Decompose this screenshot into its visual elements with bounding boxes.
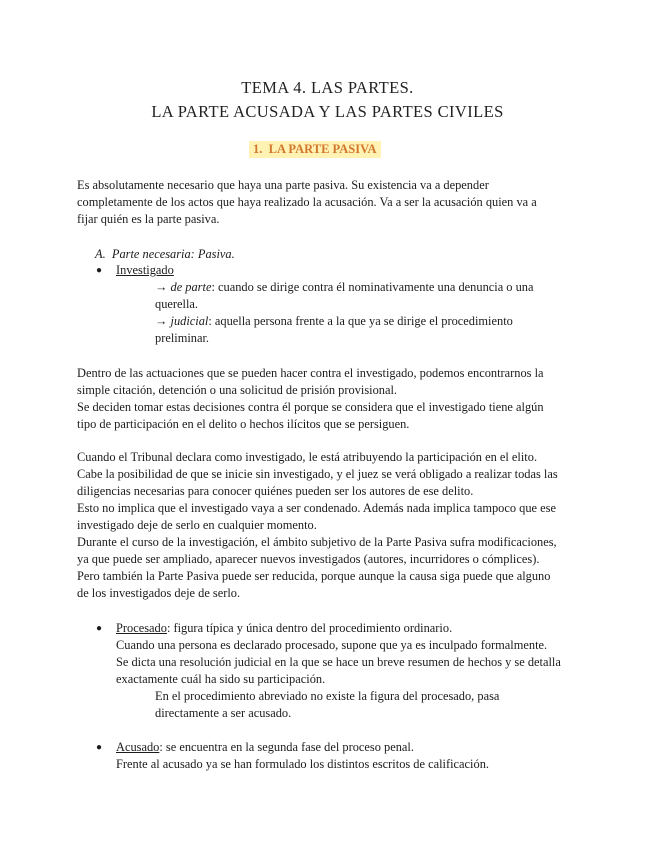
de-parte-term: de parte (170, 280, 212, 294)
judicial-text: : aquella persona frente a la que ya se dirige el procedimiento (208, 314, 513, 328)
paragraph-line: tipo de participación en el delito o hechos ilícitos que se persiguen. (77, 417, 410, 431)
procesado-line (116, 620, 452, 636)
bullet-icon: ● (96, 623, 103, 634)
intro-line: Es absolutamente necesario que haya una parte pasiva. Su existencia va a depender (77, 178, 489, 192)
arrow-right-icon: → (155, 314, 168, 328)
acusado-label: Acusado (116, 740, 160, 754)
bullet-icon: ● (96, 742, 103, 753)
paragraph-line: Cabe la posibilidad de que se inicie sin investigado, y el juez se verá obligado a realizar todas las (77, 467, 558, 481)
section-number: 1. (253, 142, 263, 156)
procesado-detail: exactamente cuál ha sido su participación. (116, 672, 326, 686)
paragraph-line: de los investigados deje de serlo. (77, 586, 241, 600)
section-label: LA PARTE PASIVA (268, 142, 377, 156)
paragraph-line: Se deciden tomar estas decisiones contra él porque se considera que el investigado tiene algún (77, 400, 544, 414)
procesado-note: directamente a ser acusado. (155, 706, 292, 720)
subsection-label: Parte necesaria: Pasiva. (111, 247, 235, 261)
subsection-a (95, 246, 235, 262)
procesado-label: Procesado (116, 621, 167, 635)
judicial-term: judicial (170, 314, 209, 328)
paragraph-line: simple citación, detención o una solicitud de prisión provisional. (77, 383, 398, 397)
paragraph-line: diligencias necesarias para conocer quiénes pueden ser los autores de ese delito. (77, 484, 474, 498)
bullet-icon: ● (96, 265, 103, 276)
de-parte-line (155, 279, 534, 295)
paragraph-line: ya que puede ser ampliado, aparecer nuevos investigados (autores, incurridores o cómplices). (77, 552, 540, 566)
de-parte-cont: querella. (155, 297, 198, 311)
arrow-right-icon: → (155, 280, 168, 294)
paragraph-line: Pero también la Parte Pasiva puede ser reducida, porque aunque la causa siga puede que alguno (77, 569, 551, 583)
investigado-label: Investigado (116, 263, 174, 277)
page-title-line-1: TEMA 4. LAS PARTES. (241, 78, 414, 97)
procesado-text: : figura típica y única dentro del procedimiento ordinario. (166, 621, 453, 635)
procesado-detail: Se dicta una resolución judicial en la que se hace un breve resumen de hechos y se detalla (116, 655, 561, 669)
section-heading-parte-pasiva (249, 141, 381, 158)
acusado-text: : se encuentra en la segunda fase del proceso penal. (159, 740, 414, 754)
acusado-detail: Frente al acusado ya se han formulado los distintos escritos de calificación. (116, 757, 489, 771)
de-parte-text: : cuando se dirige contra él nominativamente una denuncia o una (211, 280, 534, 294)
procesado-detail: Cuando una persona es declarado procesado, supone que ya es inculpado formalmente. (116, 638, 548, 652)
page-title-line-2: LA PARTE ACUSADA Y LAS PARTES CIVILES (151, 102, 504, 121)
procesado-note: En el procedimiento abreviado no existe la figura del procesado, pasa (155, 689, 500, 703)
judicial-cont: preliminar. (155, 331, 210, 345)
paragraph-line: investigado deje de serlo en cualquier momento. (77, 518, 317, 532)
paragraph-line: Cuando el Tribunal declara como investigado, le está atribuyendo la participación en el elito. (77, 450, 538, 464)
paragraph-line: Dentro de las actuaciones que se pueden hacer contra el investigado, podemos encontrarnos la (77, 366, 544, 380)
intro-line: fijar quién es la parte pasiva. (77, 212, 220, 226)
acusado-line (116, 739, 414, 755)
paragraph-line: Esto no implica que el investigado vaya a ser condenado. Además nada implica tampoco que ese (77, 501, 556, 515)
paragraph-line: Durante el curso de la investigación, el ámbito subjetivo de la Parte Pasiva sufra modificaciones, (77, 535, 557, 549)
subsection-letter: A. (95, 247, 106, 261)
intro-line: completamente de los actos que haya realizado la acusación. Va a ser la acusación quien va a (77, 195, 537, 209)
judicial-line (155, 313, 513, 329)
